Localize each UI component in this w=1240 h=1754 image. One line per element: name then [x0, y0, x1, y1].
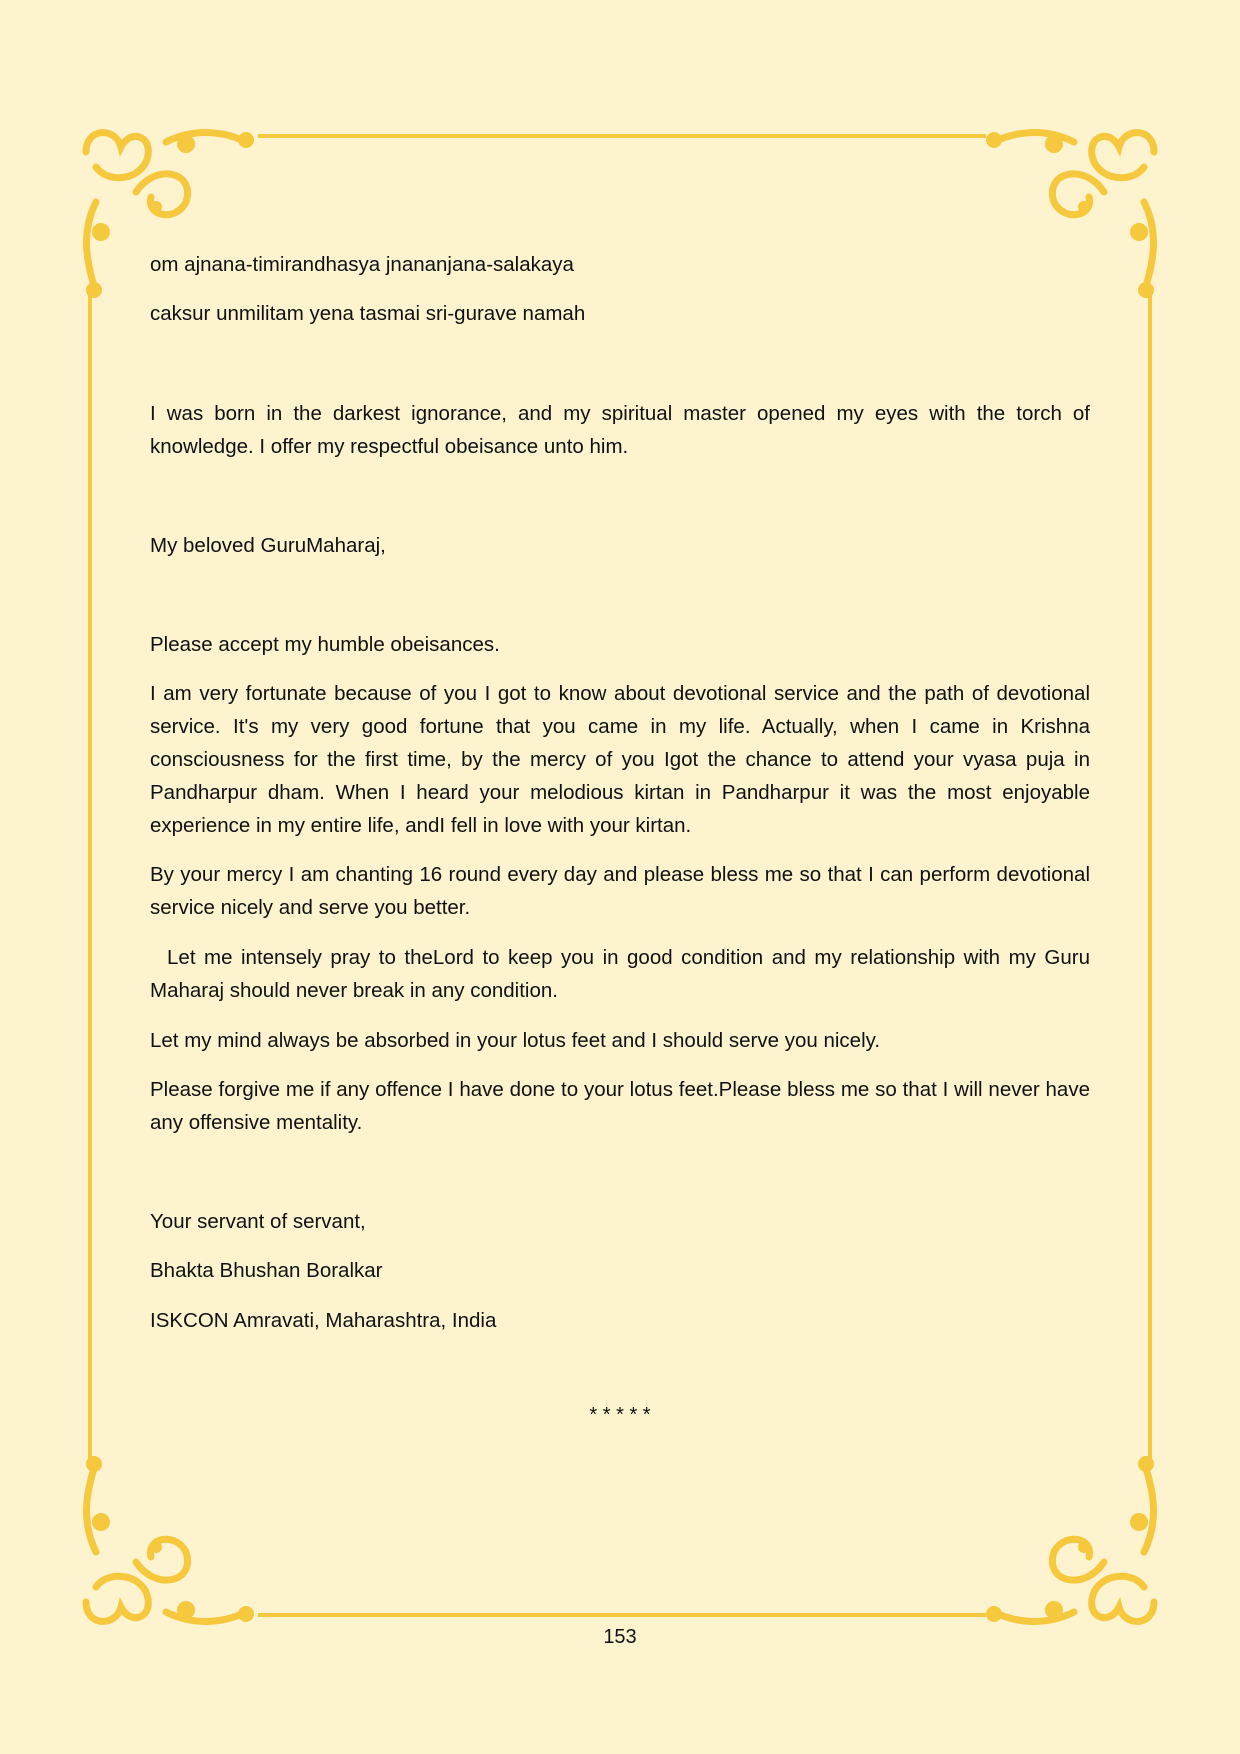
signature-place: ISKCON Amravati, Maharashtra, India — [150, 1309, 497, 1332]
border-right — [1148, 292, 1152, 1460]
page-number: 153 — [603, 1626, 637, 1648]
paragraph: Please accept my humble obeisances. — [150, 633, 500, 656]
paragraph: Please forgive me if any offence I have done to your lotus feet.Please bless me so that I will never have any offensive mentality. — [150, 1078, 1090, 1134]
closing-line: Your servant of servant, — [150, 1210, 366, 1233]
mantra-line-2: caksur unmilitam yena tasmai sri-gurave namah — [150, 302, 586, 325]
section-separator: * * * * * — [589, 1404, 651, 1426]
border-left — [88, 292, 92, 1460]
ornament-corner-bottom-left — [76, 1452, 256, 1632]
paragraph: Let me intensely pray to theLord to keep you in good condition and my relationship with my Guru Maharaj should never break in any condition. — [150, 946, 1096, 1002]
paragraph: By your mercy I am chanting 16 round every day and please bless me so that I can perform devotional service nicely and serve you better. — [150, 863, 1090, 919]
salutation: My beloved GuruMaharaj, — [150, 534, 386, 557]
signature-name: Bhakta Bhushan Boralkar — [150, 1259, 383, 1282]
mantra-line-1: om ajnana-timirandhasya jnananjana-salakaya — [150, 253, 574, 276]
paragraph: I am very fortunate because of you I got to know about devotional service and the path of devotional service. It's my very good fortune that you came in my life. Actually, when I came in Krishna consciousness for the first time, by the mercy of you Igot the chance to attend your vyasa puja in Pandharpur dham. When I heard your melodious kirtan in Pandharpur it was the most enjoyable experience in my entire life, andI fell in love with your kirtan. — [150, 682, 1090, 837]
border-top — [258, 134, 986, 138]
paragraph: Let my mind always be absorbed in your lotus feet and I should serve you nicely. — [150, 1029, 881, 1052]
translation: I was born in the darkest ignorance, and my spiritual master opened my eyes with the torch of knowledge. I offer my respectful obeisance unto him. — [150, 402, 1090, 458]
ornament-corner-bottom-right — [984, 1452, 1164, 1632]
border-bottom — [258, 1613, 986, 1617]
